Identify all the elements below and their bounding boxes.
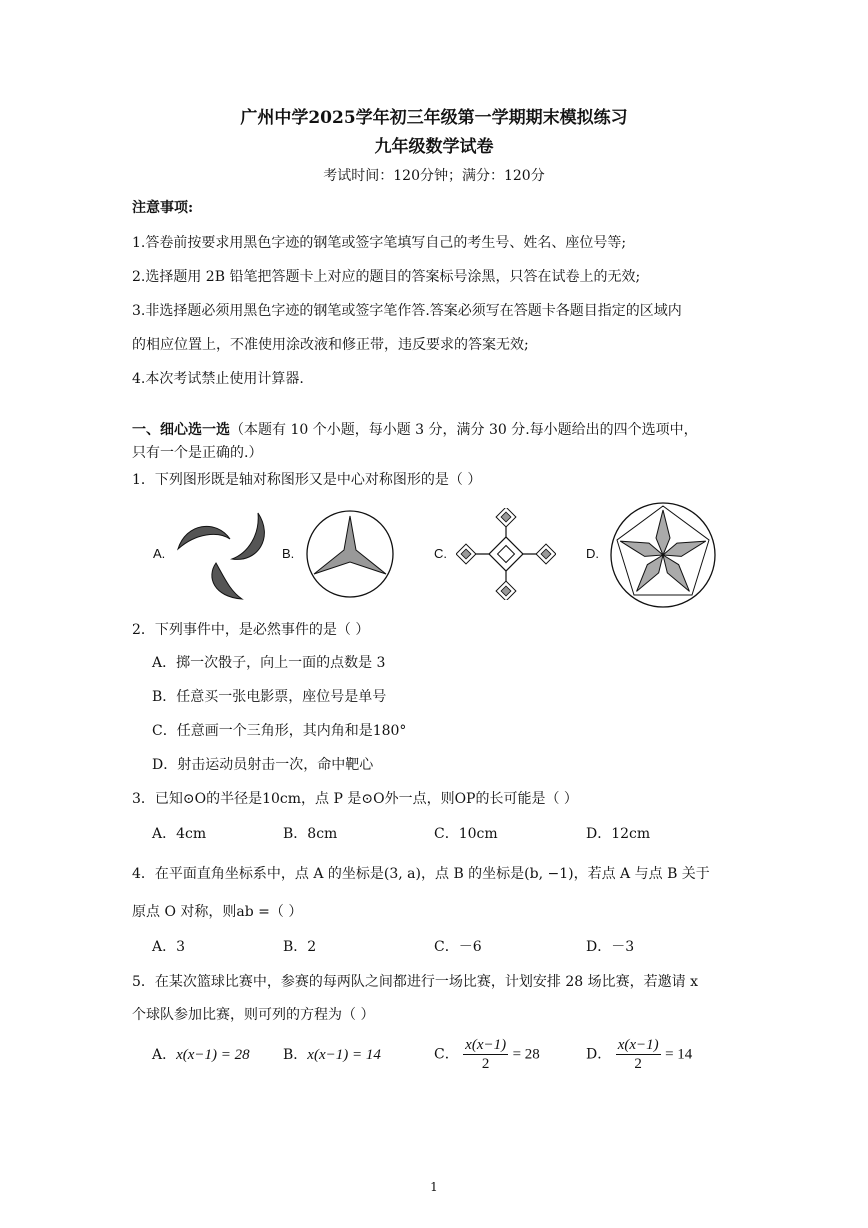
q3-option-a: A．4cm	[152, 826, 207, 842]
q5-option-c-letter: C．	[434, 1046, 459, 1063]
q5-option-d-denominator: 2	[634, 1056, 642, 1072]
q2-option-a: A．掷一次骰子，向上一面的点数是 3	[152, 655, 386, 671]
q5-option-c-numerator: x(x−1)	[465, 1037, 507, 1053]
q3-option-c: C．10cm	[434, 826, 498, 842]
q5-option-a-expr: x(x−1) = 28	[176, 1047, 250, 1063]
q5-option-c	[434, 1036, 540, 1073]
q2-stem: 2．下列事件中，是必然事件的是（ ）	[132, 622, 370, 638]
q1-option-d-label: D.	[586, 546, 599, 561]
note-item-3: 3.非选择题必须用黑色字迹的钢笔或签字笔作答.答案必须写在答题卡各题目指定的区域内	[132, 303, 682, 319]
section1-desc: （本题有 10 个小题，每小题 3 分，满分 30 分.每小题给出的四个选项中，	[230, 422, 698, 438]
notes-heading: 注意事项:	[132, 200, 194, 216]
exam-subtitle: 九年级数学试卷	[374, 137, 494, 157]
note-item-2: 2.选择题用 2B 铅笔把答题卡上对应的题目的答案标号涂黑，只答在试卷上的无效;	[132, 269, 641, 285]
q5-option-d-fraction	[616, 1036, 661, 1073]
q5-option-d	[586, 1036, 692, 1073]
q4-option-b: B．2	[283, 939, 317, 955]
q2-option-b: B．任意买一张电影票，座位号是单号	[152, 689, 387, 705]
page-number: 1	[430, 1180, 438, 1194]
q5-option-d-letter: D．	[586, 1046, 612, 1063]
q1-option-b-label: B.	[282, 546, 295, 561]
q5-stem-line1: 5．在某次篮球比赛中，参赛的每两队之间都进行一场比赛，计划安排 28 场比赛，若邀请 x	[132, 974, 698, 990]
q5-option-b	[283, 1045, 381, 1065]
q4-option-c: C．－6	[434, 939, 482, 955]
q5-option-a-letter: A．	[152, 1047, 177, 1063]
section1-line1	[132, 420, 698, 440]
q5-option-c-rhs: = 28	[512, 1046, 540, 1063]
q5-option-c-fraction	[463, 1036, 508, 1073]
q5-option-c-denominator: 2	[481, 1056, 490, 1072]
q5-option-b-expr: x(x−1) = 14	[307, 1047, 381, 1063]
q2-option-d: D．射击运动员射击一次，命中靶心	[152, 757, 374, 773]
q4-stem-line1: 4．在平面直角坐标系中，点 A 的坐标是(3, a)，点 B 的坐标是(b, −1)，若点 A 与点 B 关于	[132, 866, 710, 882]
exam-title: 广州中学2025学年初三年级第一学期期末模拟练习	[240, 108, 628, 128]
q1-figure-c-diamond-cross-icon	[456, 508, 556, 600]
exam-info: 考试时间：120分钟；满分：120分	[323, 168, 545, 184]
q1-figure-d-pentagon-star-icon	[608, 500, 718, 610]
q5-option-d-rhs: = 14	[665, 1046, 693, 1063]
q4-option-a: A．3	[152, 939, 186, 955]
q1-figure-b-circle-star-icon	[304, 508, 396, 600]
q5-stem-line2: 个球队参加比赛，则可列的方程为（ ）	[132, 1007, 375, 1023]
q3-option-b: B．8cm	[283, 826, 338, 842]
q1-figure-a-pinwheel-icon	[172, 503, 274, 603]
q3-stem: 3．已知⊙O的半径是10cm，点 P 是⊙O外一点，则OP的长可能是（ ）	[132, 791, 578, 807]
note-item-1: 1.答卷前按要求用黑色字迹的钢笔或签字笔填写自己的考生号、姓名、座位号等;	[132, 235, 627, 251]
q3-option-d: D．12cm	[586, 826, 651, 842]
q4-stem-line2: 原点 O 对称，则ab =（ ）	[132, 904, 303, 920]
q1-stem: 1．下列图形既是轴对称图形又是中心对称图形的是（ ）	[132, 472, 482, 488]
q5-option-b-letter: B．	[283, 1047, 308, 1063]
note-item-3-cont: 的相应位置上，不准使用涂改液和修正带，违反要求的答案无效;	[132, 337, 529, 353]
q5-option-d-numerator: x(x−1)	[617, 1037, 659, 1053]
section1-heading: 一、细心选一选	[132, 422, 230, 438]
q1-option-c-label: C.	[434, 546, 447, 561]
note-item-4: 4.本次考试禁止使用计算器.	[132, 371, 304, 387]
q5-option-a	[152, 1045, 250, 1065]
q4-option-d: D．－3	[586, 939, 635, 955]
q2-option-c: C．任意画一个三角形，其内角和是180°	[152, 723, 407, 739]
section1-desc-line2: 只有一个是正确的.）	[132, 445, 263, 461]
q1-option-a-label: A.	[153, 546, 166, 561]
